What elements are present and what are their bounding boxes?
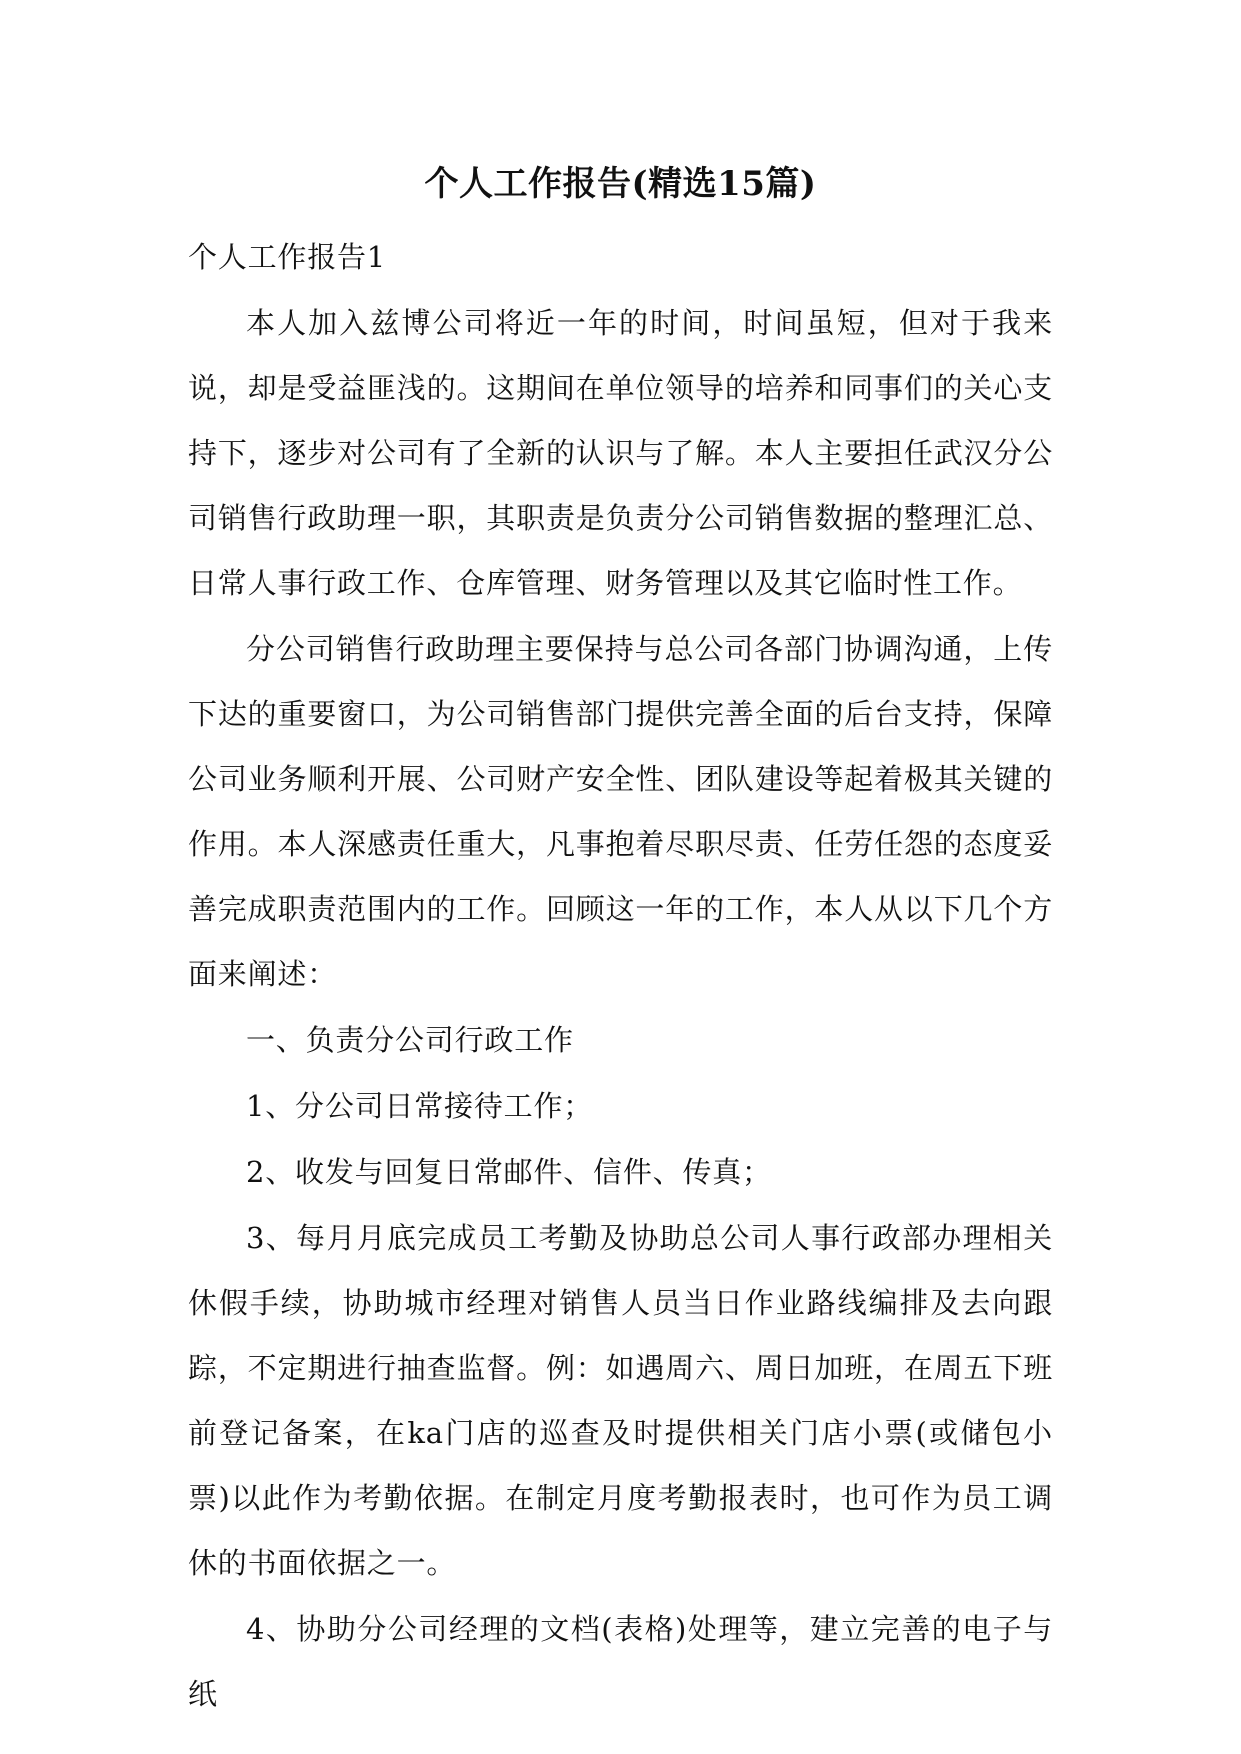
paragraph-item-2: 2、收发与回复日常邮件、信件、传真； bbox=[246, 1155, 772, 1189]
document-title: 个人工作报告(精选15篇) bbox=[424, 164, 817, 204]
paragraph-intro: 本人加入兹博公司将近一年的时间，时间虽短，但对于我来说，却是受益匪浅的。这期间在单位领导的培养和同事们的关心支持下，逐步对公司有了全新的认识与了解。本人主要担任武汉分公司销售行政助理一职，其职责是负责分公司销售数据的整理汇总、日常人事行政工作、仓库管理、财务管理以及其它临时性工作。 bbox=[188, 306, 1053, 600]
section-heading: 个人工作报告1 bbox=[188, 240, 387, 274]
paragraph-item-4: 4、协助分公司经理的文档(表格)处理等，建立完善的电子与纸 bbox=[188, 1612, 1053, 1711]
paragraph-item-1: 1、分公司日常接待工作； bbox=[246, 1089, 594, 1123]
paragraph-item-3: 3、每月月底完成员工考勤及协助总公司人事行政部办理相关休假手续，协助城市经理对销售人员当日作业路线编排及去向跟踪，不定期进行抽查监督。例：如遇周六、周日加班，在周五下班前登记备案，在ka门店的巡查及时提供相关门店小票(或储包小票)以此作为考勤依据。在制定月度考勤报表时，也可作为员工调休的书面依据之一。 bbox=[188, 1221, 1053, 1580]
document-body bbox=[188, 225, 1053, 1728]
paragraph-heading-admin: 一、负责分公司行政工作 bbox=[246, 1023, 574, 1057]
paragraph-role: 分公司销售行政助理主要保持与总公司各部门协调沟通，上传下达的重要窗口，为公司销售部门提供完善全面的后台支持，保障公司业务顺利开展、公司财产安全性、团队建设等起着极其关键的作用。本人深感责任重大，凡事抱着尽职尽责、任劳任怨的态度妥善完成职责范围内的工作。回顾这一年的工作，本人从以下几个方面来阐述： bbox=[188, 632, 1053, 991]
